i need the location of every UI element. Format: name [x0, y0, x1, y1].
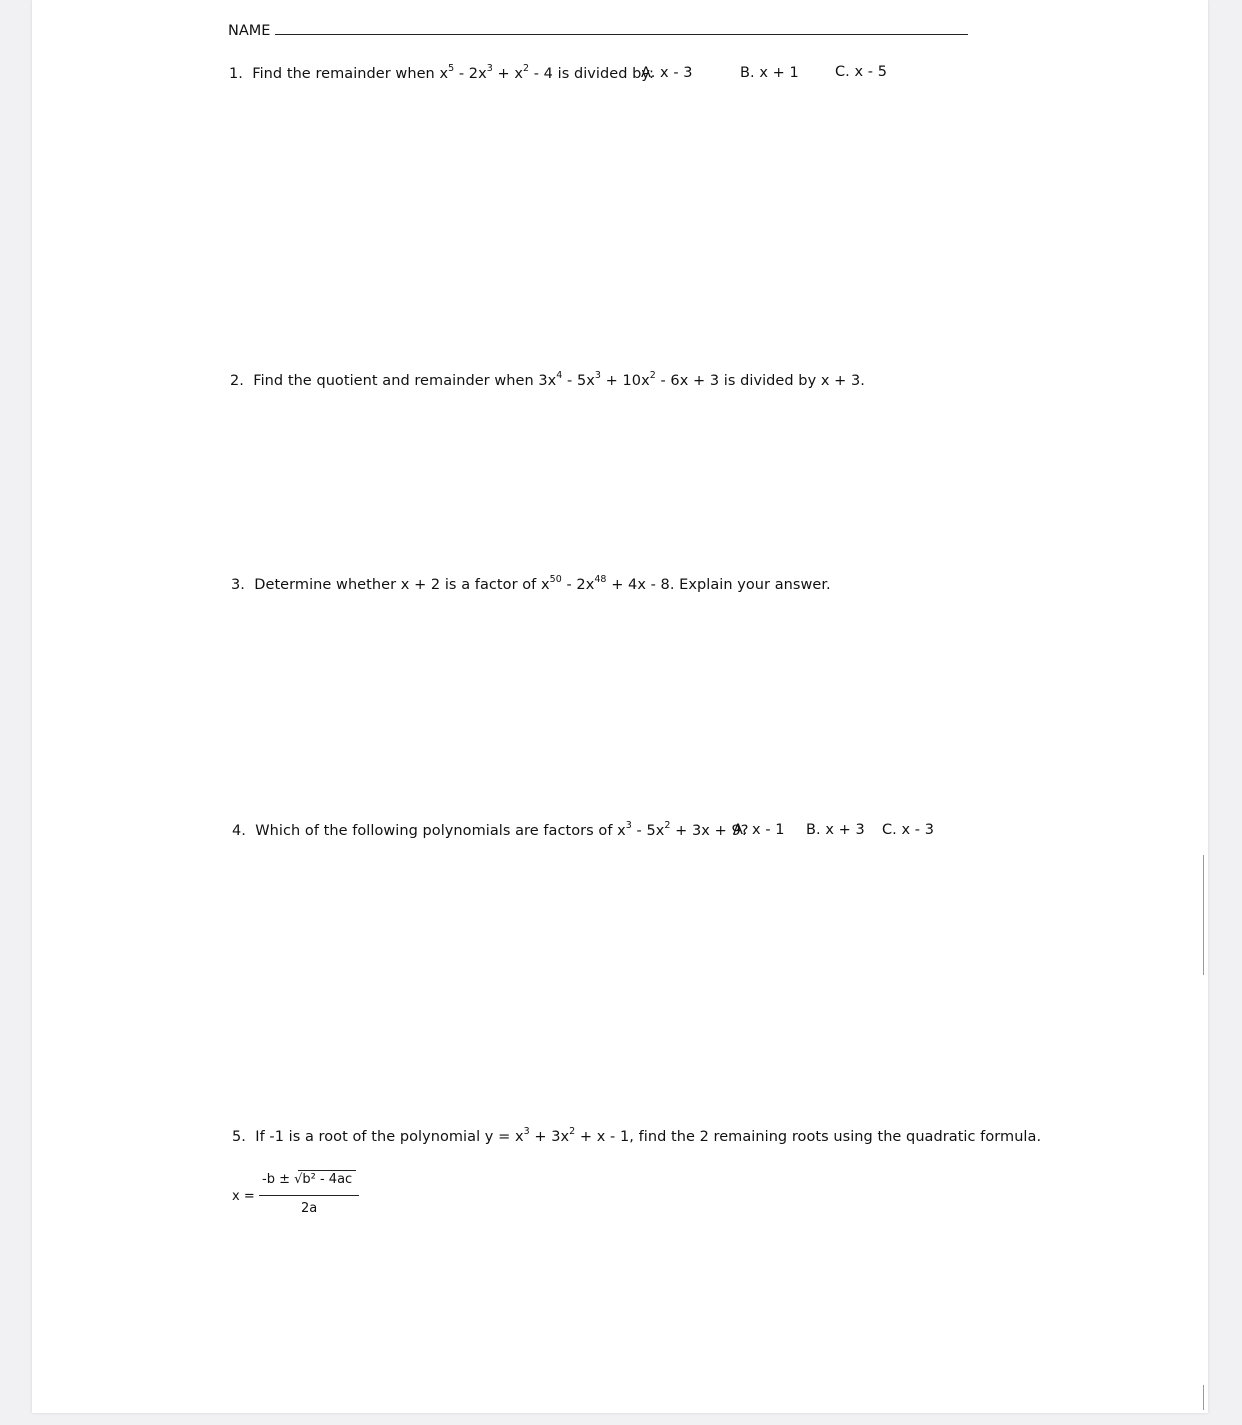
question-2: 2. Find the quotient and remainder when $3x^4 - 5x^3 + 10x^2 - 6x + 3$ is divided by x + 3.: [230, 370, 865, 389]
question-number: 4.: [232, 823, 246, 839]
question-5: 5. If -1 is a root of the polynomial $y = x^3 + 3x^2 + x - 1$, find the 2 remaining roots using the quadratic formula.: [232, 1126, 1042, 1145]
scan-edge-mark: [1203, 1385, 1204, 1410]
q1-choice-a: A. x - 3: [641, 65, 693, 81]
question-4: 4. Which of the following polynomials are factors of $x^3 - 5x^2 + 3x + 9$?: [232, 820, 749, 839]
question-number: 3.: [231, 577, 245, 593]
q4-choice-b: B. x + 3: [806, 822, 865, 838]
question-3: 3. Determine whether x + 2 is a factor of $x^{50} - 2x^{48} + 4x - 8$. Explain your answer.: [231, 574, 831, 593]
question-number: 2.: [230, 373, 244, 389]
formula-lhs: x =: [232, 1189, 255, 1204]
q1-choice-b: B. x + 1: [740, 65, 799, 81]
fraction-bar: [259, 1195, 359, 1196]
formula-numerator: -b ± √b² - 4ac: [262, 1172, 353, 1187]
question-number: 5.: [232, 1129, 246, 1145]
q1-choice-c: C. x - 5: [835, 64, 887, 80]
sqrt-vinculum: [298, 1170, 356, 1171]
question-1: 1. Find the remainder when $x^5 - 2x^3 + x^2 - 4$ is divided by:: [229, 63, 654, 82]
formula-denominator: 2a: [301, 1201, 318, 1216]
name-blank-line: [275, 34, 968, 35]
q4-choice-c: C. x - 3: [882, 822, 934, 838]
worksheet-page: [32, 0, 1208, 1413]
q4-choice-a: A. x - 1: [733, 822, 785, 838]
formula-radicand: b² - 4ac: [302, 1172, 353, 1187]
scan-edge-mark: [1203, 855, 1204, 975]
name-label: NAME: [228, 23, 271, 39]
question-number: 1.: [229, 66, 243, 82]
